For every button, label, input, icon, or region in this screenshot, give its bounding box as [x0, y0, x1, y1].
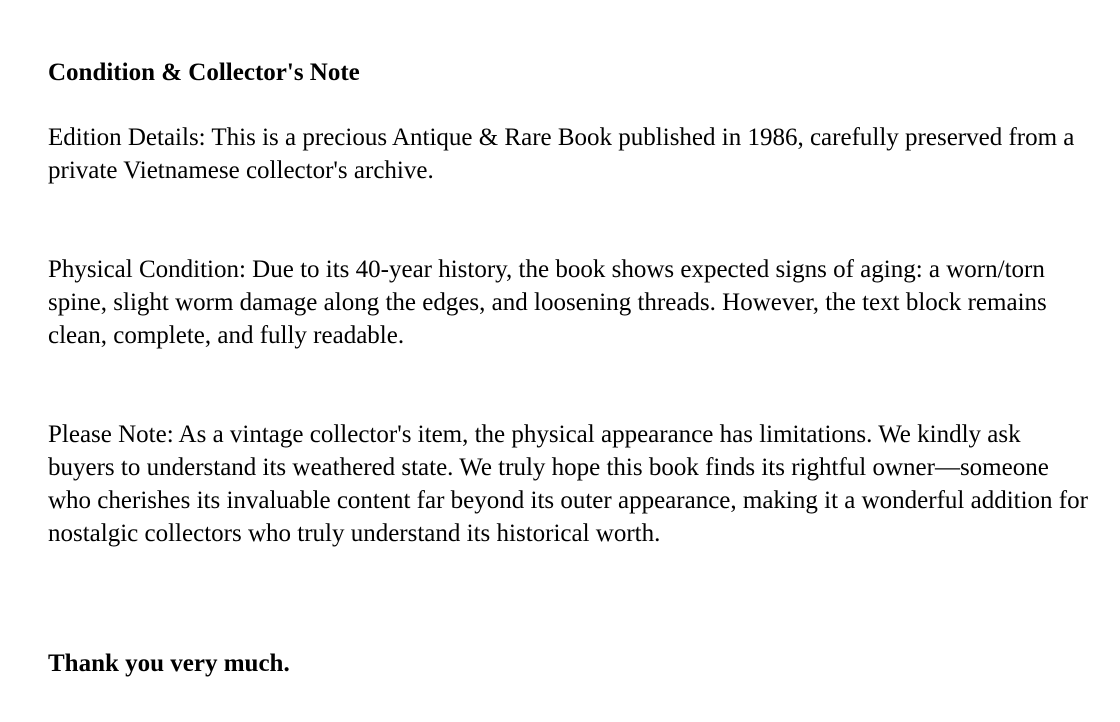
- edition-details-paragraph: Edition Details: This is a precious Antique & Rare Book published in 1986, carefully preserved from a private Vietnamese collector's archive.: [48, 124, 1075, 184]
- section-heading: Condition & Collector's Note: [48, 59, 360, 86]
- please-note-paragraph: Please Note: As a vintage collector's item, the physical appearance has limitations. We kindly ask buyers to understand its weathered state. We truly hope this book finds its rightful owner—someone who cherishes its invaluable content far beyond its outer appearance, making it a wonderful addition for nostalgic collectors who truly understand its historical worth.: [48, 421, 1088, 547]
- physical-condition-paragraph: Physical Condition: Due to its 40-year history, the book shows expected signs of aging: a worn/torn spine, slight worm damage along the edges, and loosening threads. However, the text block remains clean, complete, and fully readable.: [48, 256, 1047, 349]
- closing-line: Thank you very much.: [48, 650, 290, 677]
